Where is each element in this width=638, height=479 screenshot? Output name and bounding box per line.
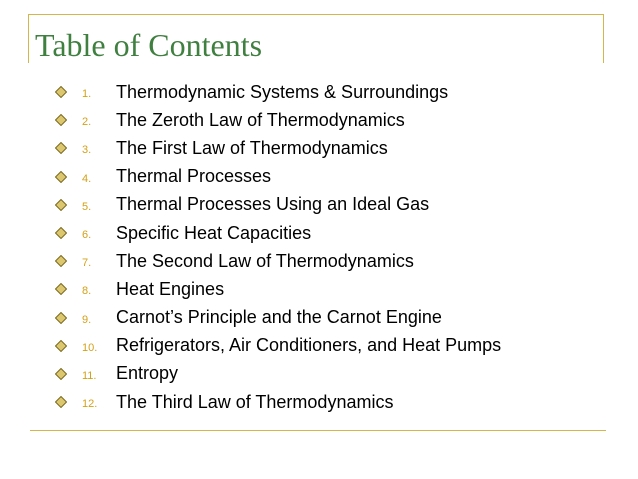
diamond-bullet-icon — [55, 312, 67, 324]
item-number: 3. — [82, 144, 92, 157]
item-number: 1. — [82, 88, 92, 101]
item-label: Thermodynamic Systems & Surroundings — [116, 81, 449, 102]
bottom-rule — [30, 430, 606, 431]
item-label: Heat Engines — [116, 278, 225, 299]
slide-title: Table of Contents — [35, 27, 263, 63]
diamond-bullet-icon — [55, 171, 67, 183]
list-item — [52, 360, 501, 388]
diamond-bullet-icon — [55, 368, 67, 380]
item-label: Refrigerators, Air Conditioners, and Heat Pumps — [116, 335, 502, 356]
list-item — [52, 219, 501, 247]
table-of-contents-list — [52, 78, 501, 416]
item-number: 12. — [82, 398, 98, 411]
list-item — [52, 388, 501, 416]
diamond-bullet-icon — [55, 255, 67, 267]
item-label: The Zeroth Law of Thermodynamics — [116, 109, 405, 130]
item-label: Carnot’s Principle and the Carnot Engine — [116, 307, 442, 328]
item-label: Thermal Processes Using an Ideal Gas — [116, 194, 430, 215]
left-rule — [28, 14, 29, 63]
item-label: The Third Law of Thermodynamics — [116, 391, 394, 412]
diamond-bullet-icon — [55, 142, 67, 154]
item-number: 8. — [82, 285, 92, 298]
item-label: Entropy — [116, 363, 179, 384]
list-item — [52, 304, 501, 332]
right-rule — [603, 14, 604, 63]
item-number: 7. — [82, 257, 92, 270]
diamond-bullet-icon — [55, 227, 67, 239]
list-item — [52, 191, 501, 219]
item-number: 5. — [82, 200, 92, 213]
diamond-bullet-icon — [55, 396, 67, 408]
list-item — [52, 332, 501, 360]
list-item — [52, 78, 501, 106]
item-number: 2. — [82, 116, 92, 129]
list-item — [52, 163, 501, 191]
item-label: The First Law of Thermodynamics — [116, 137, 388, 158]
diamond-bullet-icon — [55, 86, 67, 98]
list-item — [52, 247, 501, 275]
item-number: 11. — [82, 369, 97, 382]
item-number: 4. — [82, 172, 92, 185]
item-number: 6. — [82, 229, 92, 242]
diamond-bullet-icon — [55, 199, 67, 211]
item-label: Specific Heat Capacities — [116, 222, 312, 243]
list-item — [52, 106, 501, 134]
list-item — [52, 275, 501, 303]
diamond-bullet-icon — [55, 340, 67, 352]
item-number: 10. — [82, 341, 98, 354]
list-item — [52, 134, 501, 162]
top-rule — [28, 14, 604, 15]
item-label: The Second Law of Thermodynamics — [116, 250, 414, 271]
diamond-bullet-icon — [55, 283, 67, 295]
item-number: 9. — [82, 313, 92, 326]
item-label: Thermal Processes — [116, 166, 272, 187]
diamond-bullet-icon — [55, 114, 67, 126]
